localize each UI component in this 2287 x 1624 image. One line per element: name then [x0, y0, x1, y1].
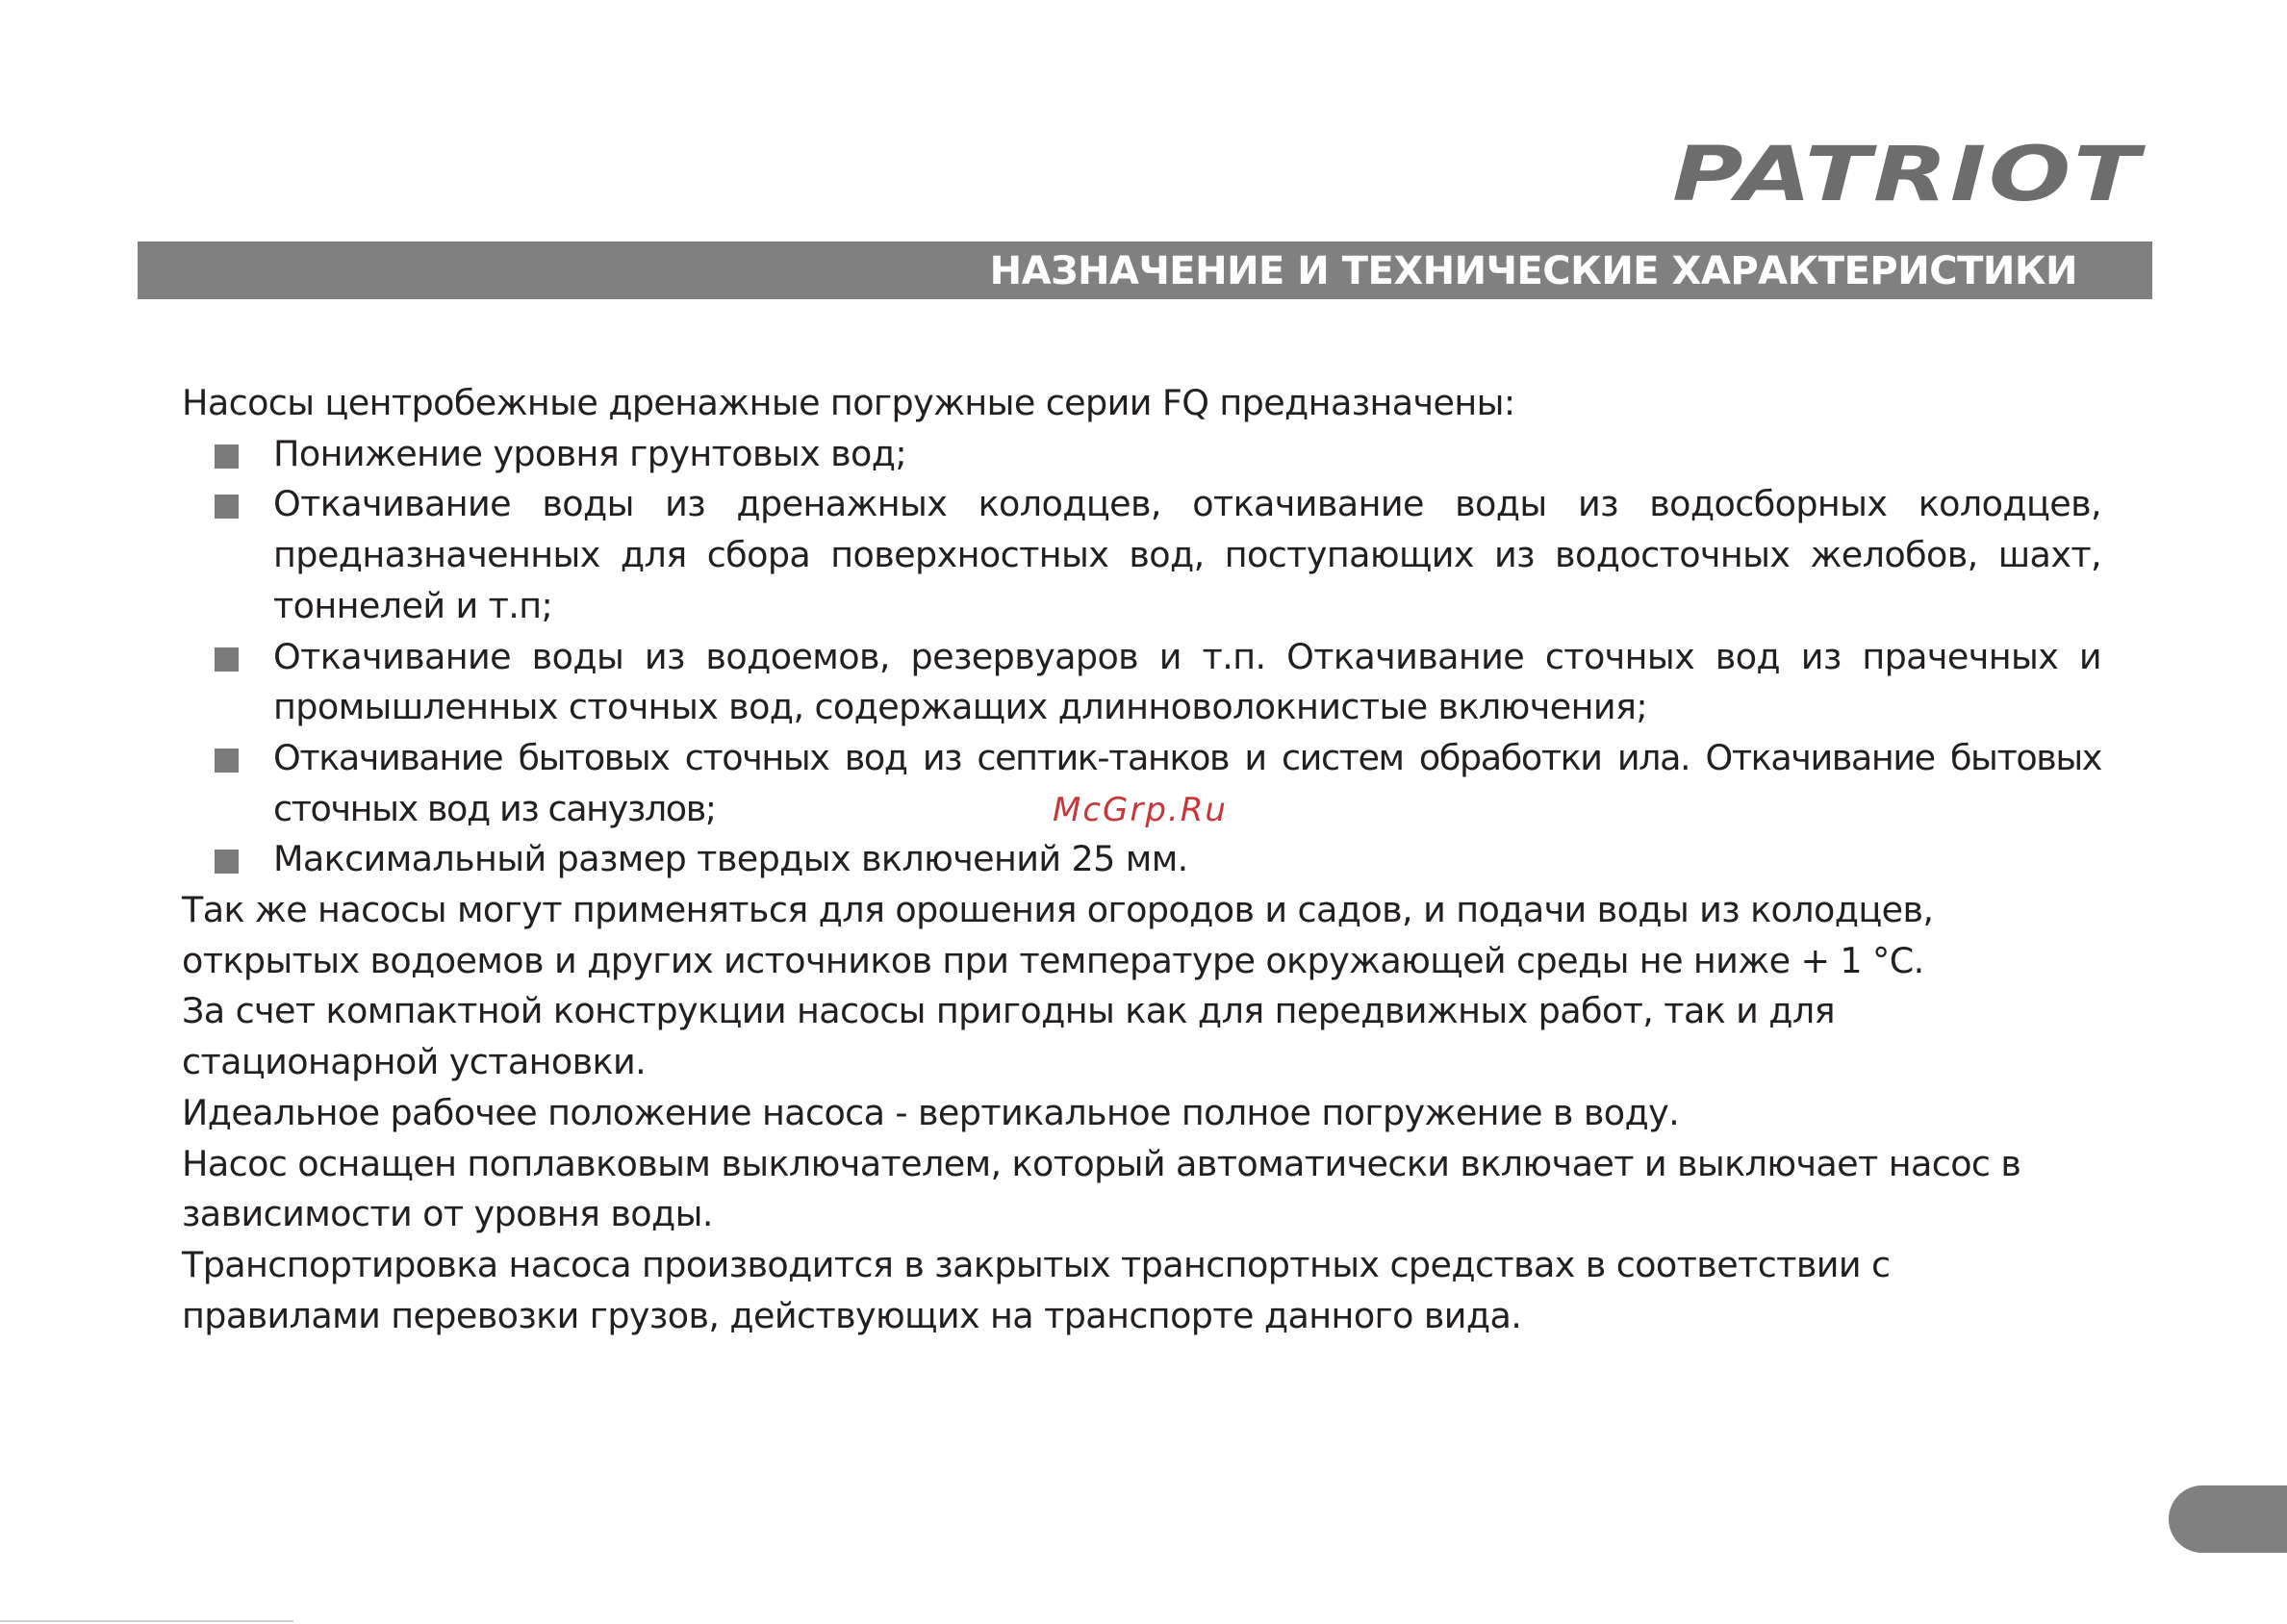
paragraph-line: За счет компактной конструкции насосы пригодны как для передвижных работ, так и для: [182, 990, 1836, 1032]
document-body: [182, 378, 2101, 1341]
list-item: [182, 429, 2101, 480]
list-item-text: Откачивание воды из дренажных колодцев, откачивание воды из водосборных колодцев, предназначенных для сбора поверхностных вод, поступающих из водосточных желобов, шахт, тоннелей и т.п;: [273, 483, 2101, 626]
list-item-text: Понижение уровня грунтовых вод;: [273, 432, 907, 474]
list-item: [182, 632, 2101, 733]
paragraph-line: правилами перевозки грузов, действующих на транспорте данного вида.: [182, 1294, 1522, 1336]
logo-text: PATRIOT: [1672, 133, 2147, 210]
paragraph-line: Так же насосы могут применяться для орошения огородов и садов, и подачи воды из колодцев,: [182, 889, 1934, 931]
page-number-tab: [2169, 1485, 2287, 1553]
square-bullet-icon: [215, 647, 239, 672]
list-item-text: Откачивание бытовых сточных вод из септик-танков и систем обработки ила. Откачивание бытовых сточных вод из санузлов;: [273, 736, 2101, 829]
section-title: НАЗНАЧЕНИЕ И ТЕХНИЧЕСКИЕ ХАРАКТЕРИСТИКИ: [989, 249, 2077, 293]
paragraph-line: Насос оснащен поплавковым выключателем, который автоматически включает и выключает насос в: [182, 1142, 2021, 1184]
list-item: [182, 479, 2101, 631]
bottom-divider: [0, 1620, 293, 1622]
square-bullet-icon: [215, 495, 239, 519]
paragraph-line: зависимости от уровня воды.: [182, 1193, 713, 1235]
square-bullet-icon: [215, 850, 239, 874]
square-bullet-icon: [215, 749, 239, 773]
watermark-text: McGrp.Ru: [1053, 791, 1228, 829]
paragraph-line: стационарной установки.: [182, 1041, 647, 1083]
list-item: [182, 834, 2101, 885]
paragraph-line: Транспортировка насоса производится в закрытых транспортных средствах в соответствии с: [182, 1243, 1891, 1285]
patriot-logo: [1666, 133, 2147, 210]
list-item-text: Максимальный размер твердых включений 25 мм.: [273, 838, 1188, 880]
paragraph-line: Идеальное рабочее положение насоса - вертикальное полное погружение в воду.: [182, 1091, 1680, 1133]
logo-svg: [1666, 133, 2147, 210]
square-bullet-icon: [215, 444, 239, 469]
section-header-bar: [138, 241, 2152, 299]
list-item-text: Откачивание воды из водоемов, резервуаров и т.п. Откачивание сточных вод из прачечных и промышленных сточных вод, содержащих длинноволокнистые включения;: [273, 635, 2101, 728]
paragraph-line: открытых водоемов и других источников при температуре окружающей среды не ниже + 1 °С.: [182, 939, 1924, 981]
intro-text: Насосы центробежные дренажные погружные серии FQ предназначены:: [182, 382, 1515, 423]
